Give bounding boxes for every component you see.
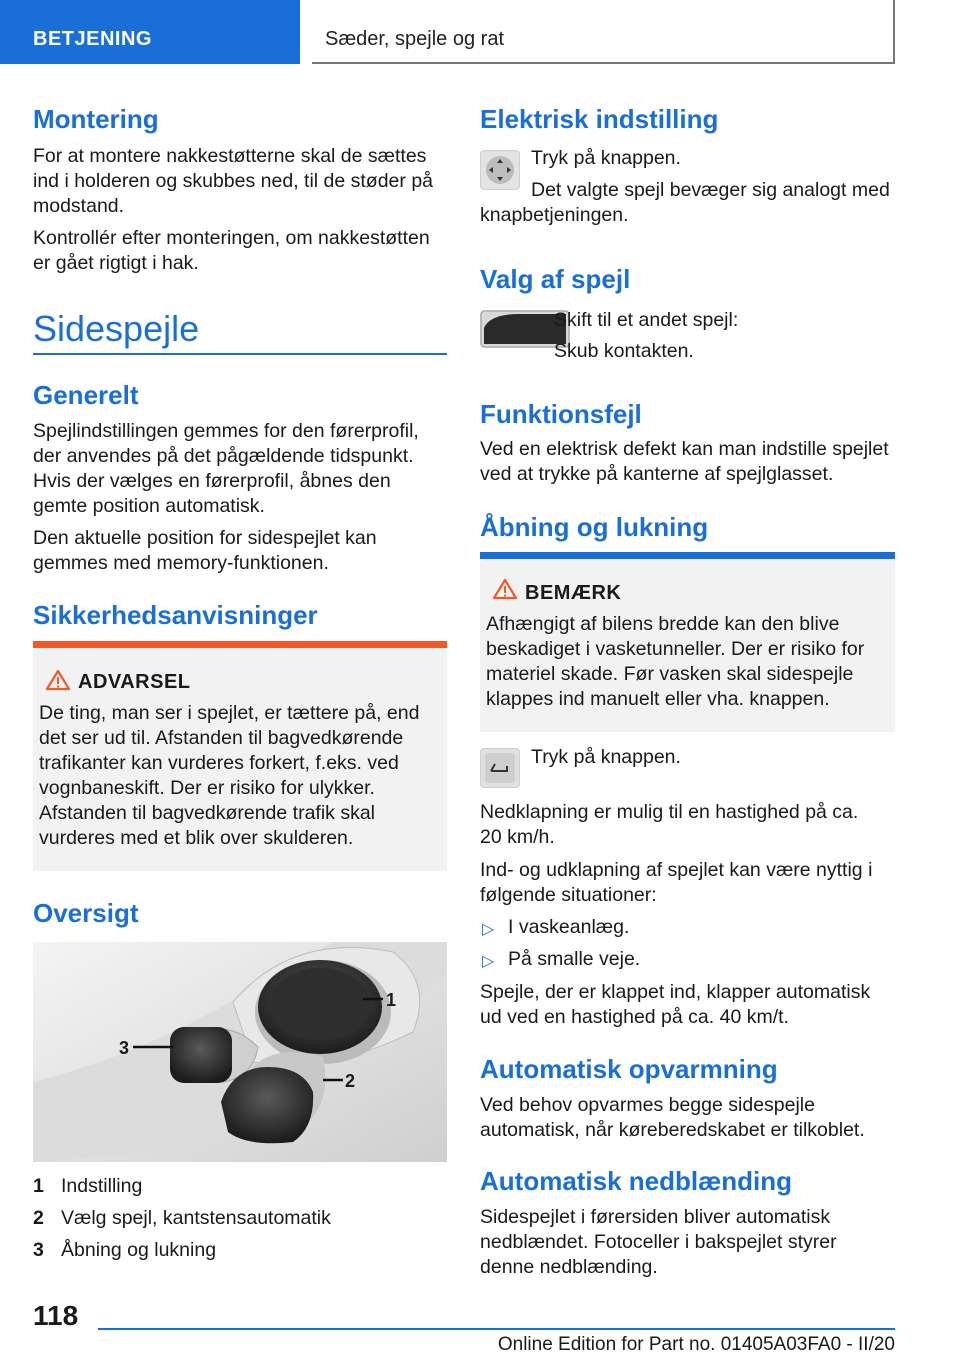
sikkerhed-heading: Sikkerhedsanvisninger	[33, 600, 318, 630]
mirror-fold-button-icon	[480, 748, 520, 788]
nedklap-paragraph: Nedklapning er mulig til en hastighed på ca. 20 km/h.	[480, 801, 859, 848]
bullet-item-1: I vaskeanlæg.	[508, 916, 630, 938]
header-chapter: Sæder, spejle og rat	[325, 28, 504, 50]
valg-paragraph-2: Skub kontakten.	[554, 340, 694, 362]
callout-1: 1	[386, 990, 397, 1010]
montering-heading: Montering	[33, 104, 159, 134]
legend-number-3: 3	[33, 1239, 44, 1261]
tryk-paragraph: Tryk på knappen.	[531, 746, 681, 768]
montering-paragraph-1: For at montere nakkestøtterne skal de sættes ind i holderen og skubbes ned, til de støder på modstand.	[33, 145, 434, 217]
legend-number-2: 2	[33, 1207, 44, 1229]
footer-rule	[98, 1328, 895, 1330]
note-bar	[480, 552, 895, 559]
aabning-heading: Åbning og lukning	[480, 512, 709, 542]
mirror-controls-photo	[33, 942, 447, 1162]
bullet-triangle-icon: ▷	[482, 921, 495, 938]
header-chapter-tab	[312, 0, 895, 64]
nedblaend-paragraph: Sidespejlet i førersiden bliver automatisk nedblændet. Fotoceller i bakspejlet styrer denne nedblænding.	[480, 1206, 837, 1278]
bullet-triangle-icon: ▷	[482, 953, 495, 970]
legend-number-1: 1	[33, 1175, 44, 1197]
note-text: Afhængigt af bilens bredde kan den blive beskadiget i vasketunneller. Der er risiko for materiel skade. Før vasken skal sidespejle klappes ind manuelt eller vha. knappen.	[486, 613, 865, 710]
generelt-paragraph-1: Spejlindstillingen gemmes for den førerprofil, der anvendes på det pågældende tidspunkt. Hvis der vælges en førerprofil, åbnes den gemte position automatisk.	[33, 420, 419, 517]
bullet-item-2: På smalle veje.	[508, 948, 641, 970]
warning-box	[33, 641, 447, 871]
elektrisk-paragraph-2: Det valgte spejl bevæger sig analogt med knapbetjeningen.	[480, 179, 890, 226]
valg-heading: Valg af spejl	[480, 264, 631, 294]
footer-edition: Online Edition for Part no. 01405A03FA0 - II/20	[497, 1334, 895, 1355]
warning-triangle-icon	[45, 669, 71, 691]
note-box	[480, 552, 895, 732]
page-number: 118	[33, 1300, 79, 1331]
elektrisk-heading: Elektrisk indstilling	[480, 104, 719, 134]
funktionsfejl-heading: Funktionsfejl	[480, 399, 642, 429]
sidespejle-rule	[33, 353, 447, 355]
note-label: BEMÆRK	[525, 582, 622, 604]
valg-paragraph-1: Skift til et andet spejl:	[554, 309, 739, 331]
generelt-heading: Generelt	[33, 380, 139, 410]
spejle-paragraph: Spejle, der er klappet ind, klapper automatisk ud ved en hastighed på ca. 40 km/t.	[480, 981, 871, 1028]
warning-text: De ting, man ser i spejlet, er tættere på, end det ser ud til. Afstanden til bagvedkørende trafikanter kan vurderes forkert, f.eks. ved vognbaneskift. Der er risiko for ulykker. Afstanden til bagvedkørende trafik skal vurderes med et blik over skulderen.	[39, 702, 420, 849]
funktionsfejl-paragraph: Ved en elektrisk defekt kan man indstille spejlet ved at trykke på kanterne af spejlglasset.	[480, 438, 889, 485]
header-section: BETJENING	[33, 28, 152, 50]
warning-bar	[33, 641, 447, 648]
opvarmning-heading: Automatisk opvarmning	[480, 1054, 778, 1084]
legend-label-1: Indstilling	[61, 1175, 143, 1197]
legend-label-3: Åbning og lukning	[61, 1239, 217, 1261]
header-section-tab	[0, 0, 300, 64]
opvarmning-paragraph: Ved behov opvarmes begge sidespejle automatisk, når køreberedskabet er tilkoblet.	[480, 1094, 865, 1141]
callout-3: 3	[119, 1038, 130, 1058]
generelt-paragraph-2: Den aktuelle position for sidespejlet kan gemmes med memory-funktionen.	[33, 527, 377, 574]
sidespejle-heading: Sidespejle	[33, 308, 200, 349]
note-triangle-icon	[492, 578, 518, 600]
montering-paragraph-2: Kontrollér efter monteringen, om nakkestøtten er gået rigtigt i hak.	[33, 227, 430, 274]
indudklap-paragraph: Ind- og udklapning af spejlet kan være nyttig i følgende situationer:	[480, 859, 873, 906]
nedblaend-heading: Automatisk nedblænding	[480, 1166, 792, 1196]
elektrisk-paragraph-1: Tryk på knappen.	[531, 147, 681, 169]
callout-2: 2	[345, 1071, 356, 1091]
legend-label-2: Vælg spejl, kantstensautomatik	[61, 1207, 331, 1229]
warning-label: ADVARSEL	[78, 671, 191, 693]
oversigt-heading: Oversigt	[33, 898, 139, 928]
